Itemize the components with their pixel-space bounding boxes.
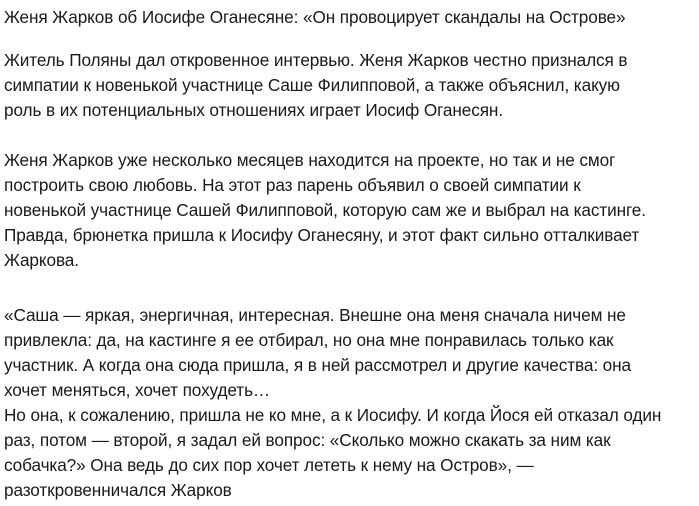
paragraph-line: Женя Жарков уже несколько месяцев находится на проекте, но так и не смог bbox=[4, 150, 616, 170]
paragraph-line: новенькой участнице Сашей Филипповой, которую сам же и выбрал на кастинге. bbox=[4, 200, 646, 220]
paragraph-body bbox=[4, 148, 694, 273]
quote-line: привлекла: да, на кастинге я ее отбирал, но она мне понравилась только как bbox=[4, 330, 614, 350]
quote-line: Но она, к сожалению, пришла не ко мне, а к Иосифу. И когда Йося ей отказал один bbox=[4, 405, 662, 425]
paragraph-line: роль в их потенциальных отношениях играет Иосиф Оганесян. bbox=[4, 100, 503, 120]
quote-line: собачка?» Она ведь до сих пор хочет лететь к нему на Остров», — bbox=[4, 455, 534, 475]
paragraph-line: симпатии к новенькой участнице Саше Филипповой, а также объяснил, какую bbox=[4, 75, 620, 95]
paragraph-intro bbox=[4, 48, 694, 123]
paragraph-line: построить свою любовь. На этот раз парень объявил о своей симпатии к bbox=[4, 175, 581, 195]
quote-line: раз, потом — второй, я задал ей вопрос: «Сколько можно скакать за ним как bbox=[4, 430, 611, 450]
paragraph-line: Житель Поляны дал откровенное интервью. Женя Жарков честно признался в bbox=[4, 50, 628, 70]
paragraph-quote bbox=[4, 303, 694, 503]
quote-line: участник. А когда она сюда пришла, я в ней рассмотрел и другие качества: она bbox=[4, 355, 631, 375]
quote-line: хочет меняться, хочет похудеть… bbox=[4, 380, 271, 400]
paragraph-line: Жаркова. bbox=[4, 250, 79, 270]
quote-line: разоткровенничался Жарков bbox=[4, 480, 232, 500]
paragraph-line: Правда, брюнетка пришла к Иосифу Оганесяну, и этот факт сильно отталкивает bbox=[4, 225, 640, 245]
article-title: Женя Жарков об Иосифе Оганесяне: «Он провоцирует скандалы на Острове» bbox=[4, 7, 626, 27]
quote-line: «Саша — яркая, энергичная, интересная. Внешне она меня сначала ничем не bbox=[4, 305, 626, 325]
